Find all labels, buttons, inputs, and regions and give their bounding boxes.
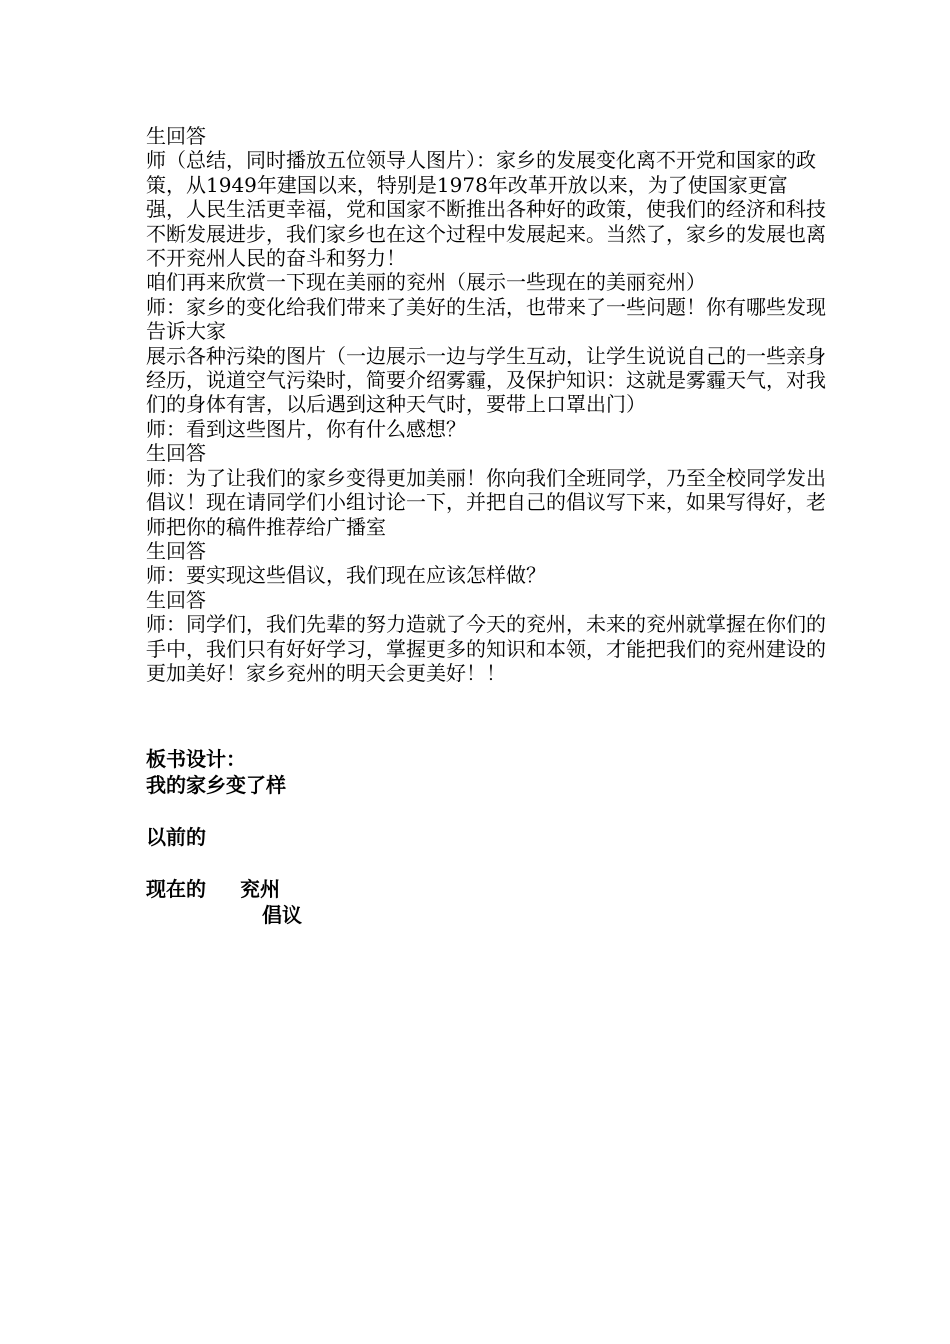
paragraph-teacher-summary: 师（总结，同时播放五位领导人图片）：家乡的发展变化离不开党和国家的政策，从1949年建国以来，特别是1978年改革开放以来，为了使国家更富强，人民生活更幸福，党和国家不断推出各种好的政策，使我们的经济和科技不断发展进步，我们家乡也在这个过程中发展起来。当然了，家乡的发展也离不开兖州人民的奋斗和努力！ [146,148,826,271]
board-design-title: 我的家乡变了样 [146,773,286,797]
board-spacer [146,798,546,824]
paragraph-teacher-how: 师：要实现这些倡议，我们现在应该怎样做？ [146,563,546,588]
board-design-heading: 板书设计： [146,747,246,771]
paragraph-pollution-pictures: 展示各种污染的图片（一边展示一边与学生互动，让学生说说自己的一些亲身经历，说道空气污染时，简要介绍雾霾，及保护知识：这就是雾霾天气，对我们的身体有害，以后遇到这种天气时，要带上口罩出门） [146,343,826,417]
paragraph-teacher-problems: 师：家乡的变化给我们带来了美好的生活，也带来了一些问题！你有哪些发现告诉大家 [146,294,826,344]
paragraph-student-answer-3: 生回答 [146,538,206,563]
paragraph-student-answer-1: 生回答 [146,124,206,148]
paragraph-student-answer-4: 生回答 [146,587,206,612]
board-proposal-label: 倡议 [262,903,302,927]
board-present-row [146,876,546,902]
board-design [146,746,546,928]
lesson-transcript [146,124,826,685]
board-past-label: 以前的 [146,825,206,849]
board-present-label: 现在的 [146,877,206,901]
paragraph-teacher-closing: 师：同学们，我们先辈的努力造就了今天的兖州，未来的兖州就掌握在你们的手中，我们只有好好学习，掌握更多的知识和本领，才能把我们的兖州建设的更加美好！家乡兖州的明天会更美好！！ [146,612,826,685]
paragraph-appreciate-yanzhou: 咱们再来欣赏一下现在美丽的兖州（展示一些现在的美丽兖州） [146,270,706,295]
paragraph-teacher-feelings: 师：看到这些图片，你有什么感想？ [146,416,466,441]
paragraph-teacher-proposal: 师：为了让我们的家乡变得更加美丽！你向我们全班同学，乃至全校同学发出倡议！现在请同学们小组讨论一下，并把自己的倡议写下来，如果写得好，老师把你的稿件推荐给广播室 [146,465,826,539]
board-place-label: 兖州 [240,877,280,901]
paragraph-student-answer-2: 生回答 [146,441,206,466]
board-spacer [146,850,546,876]
